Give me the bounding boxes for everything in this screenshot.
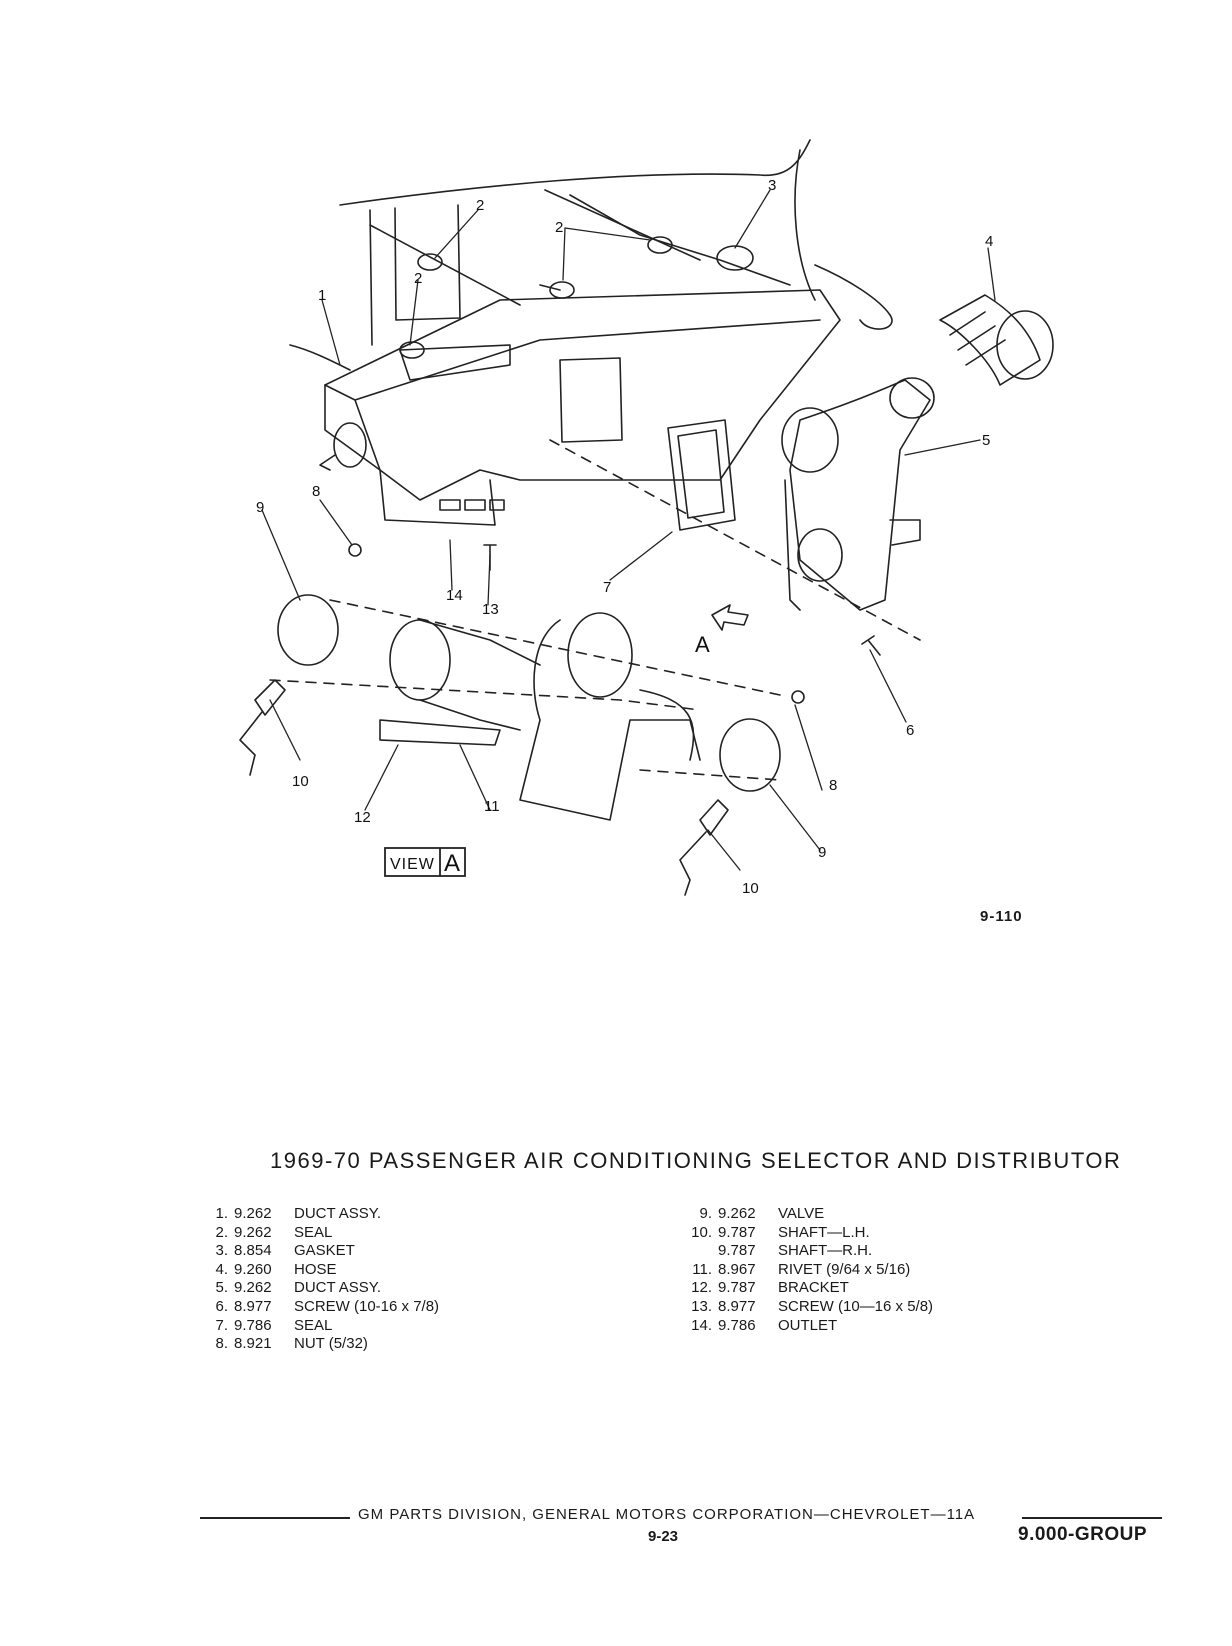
part-group-code: 9.260 <box>234 1260 272 1278</box>
view-label: VIEW <box>390 856 435 873</box>
parts-list-left <box>200 1205 439 1354</box>
callout-1: 1 <box>318 287 327 304</box>
part-group-code: 9.786 <box>234 1316 272 1334</box>
part-row <box>684 1261 933 1280</box>
nut-part-8-right <box>792 691 804 703</box>
part-number <box>684 1242 712 1261</box>
part-row <box>200 1242 439 1261</box>
callout-3: 3 <box>768 177 777 194</box>
alignment-lines <box>270 440 920 780</box>
part-row <box>684 1224 933 1243</box>
part-number: 10. <box>691 1223 712 1241</box>
callout-11: 11 <box>484 798 500 815</box>
part-group-code: 8.977 <box>718 1297 756 1315</box>
part-description: NUT (5/32) <box>294 1335 368 1353</box>
part-number: 4. <box>215 1260 228 1278</box>
part-row <box>200 1224 439 1243</box>
footer-rule-right <box>1022 1517 1162 1519</box>
part-number: 6. <box>215 1297 228 1315</box>
part-description: HOSE <box>294 1260 337 1278</box>
callout-8: 8 <box>312 483 321 500</box>
duct-assembly-5 <box>782 378 934 610</box>
part-description: VALVE <box>778 1205 825 1222</box>
callout-9: 9 <box>818 844 827 861</box>
part-group-code: 9.786 <box>718 1316 756 1334</box>
part-number: 1. <box>215 1205 228 1222</box>
part-description: SCREW (10—16 x 5/8) <box>778 1297 934 1315</box>
footer-publisher: GM PARTS DIVISION, GENERAL MOTORS CORPORATION—CHEVROLET—11A <box>358 1506 976 1523</box>
callout-13: 13 <box>482 601 499 618</box>
part-number: 5. <box>215 1279 228 1297</box>
part-group-code: 9.262 <box>718 1205 756 1222</box>
part-description: DUCT ASSY. <box>294 1279 381 1297</box>
part-row <box>684 1317 933 1336</box>
part-description: SHAFT—R.H. <box>778 1242 873 1260</box>
callout-labels <box>256 177 993 897</box>
callout-view-a: A <box>695 632 710 657</box>
seal-part-7 <box>668 420 735 530</box>
part-description: GASKET <box>294 1242 355 1260</box>
callout-2: 2 <box>476 197 485 214</box>
part-group-code: 8.967 <box>718 1260 756 1278</box>
part-group-code: 9.262 <box>234 1205 272 1222</box>
page-title: 1969-70 PASSENGER AIR CONDITIONING SELECTOR AND DISTRIBUTOR <box>270 1148 1122 1173</box>
part-row <box>200 1335 439 1354</box>
page-number: 9-23 <box>648 1528 679 1545</box>
part-row <box>684 1205 933 1224</box>
part-row <box>200 1261 439 1280</box>
part-description: RIVET (9/64 x 5/16) <box>778 1260 911 1278</box>
part-group-code: 9.262 <box>234 1279 272 1297</box>
shaft-parts-10 <box>240 680 728 895</box>
part-number: 13. <box>691 1297 712 1315</box>
part-row <box>200 1205 439 1224</box>
view-a-label-box <box>385 848 465 877</box>
view-letter: A <box>444 850 461 877</box>
part-description: OUTLET <box>778 1316 838 1334</box>
callout-2: 2 <box>414 270 423 287</box>
part-group-code: 8.921 <box>234 1335 272 1353</box>
part-group-code: 8.977 <box>234 1297 272 1315</box>
part-group-code: 9.787 <box>718 1242 756 1260</box>
callout-5: 5 <box>982 432 991 449</box>
callout-14: 14 <box>446 587 463 604</box>
part-number: 2. <box>215 1223 228 1241</box>
callout-10: 10 <box>742 880 759 897</box>
part-group-code: 9.262 <box>234 1223 272 1241</box>
part-number: 14. <box>691 1316 712 1334</box>
callout-6: 6 <box>906 722 915 739</box>
part-row <box>684 1279 933 1298</box>
view-a-arrow-icon <box>712 605 748 630</box>
footer-rule-left <box>200 1517 350 1519</box>
part-description: SHAFT—L.H. <box>778 1223 870 1241</box>
part-description: BRACKET <box>778 1279 849 1297</box>
part-description: SEAL <box>294 1223 333 1241</box>
part-row <box>684 1298 933 1317</box>
part-number: 7. <box>215 1316 228 1334</box>
figure-number: 9-110 <box>980 908 1023 925</box>
part-number: 9. <box>699 1205 712 1222</box>
part-row <box>200 1279 439 1298</box>
callout-2: 2 <box>555 219 564 236</box>
distributor-outlet-view-a <box>278 595 780 820</box>
group-code: 9.000-GROUP <box>1018 1524 1148 1545</box>
callout-12: 12 <box>354 809 371 826</box>
part-group-code: 8.854 <box>234 1242 272 1260</box>
part-number: 3. <box>215 1242 228 1260</box>
part-row <box>200 1317 439 1336</box>
part-group-code: 9.787 <box>718 1223 756 1241</box>
callout-9: 9 <box>256 499 265 516</box>
part-number: 11. <box>692 1260 712 1278</box>
callout-10: 10 <box>292 773 309 790</box>
duct-assembly-main <box>320 290 840 525</box>
part-number: 8. <box>215 1335 228 1353</box>
part-row <box>200 1298 439 1317</box>
hose-part-4 <box>940 295 1053 385</box>
nut-part-8-left <box>349 544 361 556</box>
parts-list-right <box>684 1205 933 1335</box>
part-number: 12. <box>691 1279 712 1297</box>
part-description: SEAL <box>294 1316 333 1334</box>
callout-8: 8 <box>829 777 838 794</box>
callout-7: 7 <box>603 579 612 596</box>
part-description: SCREW (10-16 x 7/8) <box>294 1297 440 1315</box>
dash-panel <box>290 140 892 370</box>
part-row <box>684 1242 933 1261</box>
part-group-code: 9.787 <box>718 1279 756 1297</box>
callout-4: 4 <box>985 233 994 250</box>
part-description: DUCT ASSY. <box>294 1205 381 1222</box>
